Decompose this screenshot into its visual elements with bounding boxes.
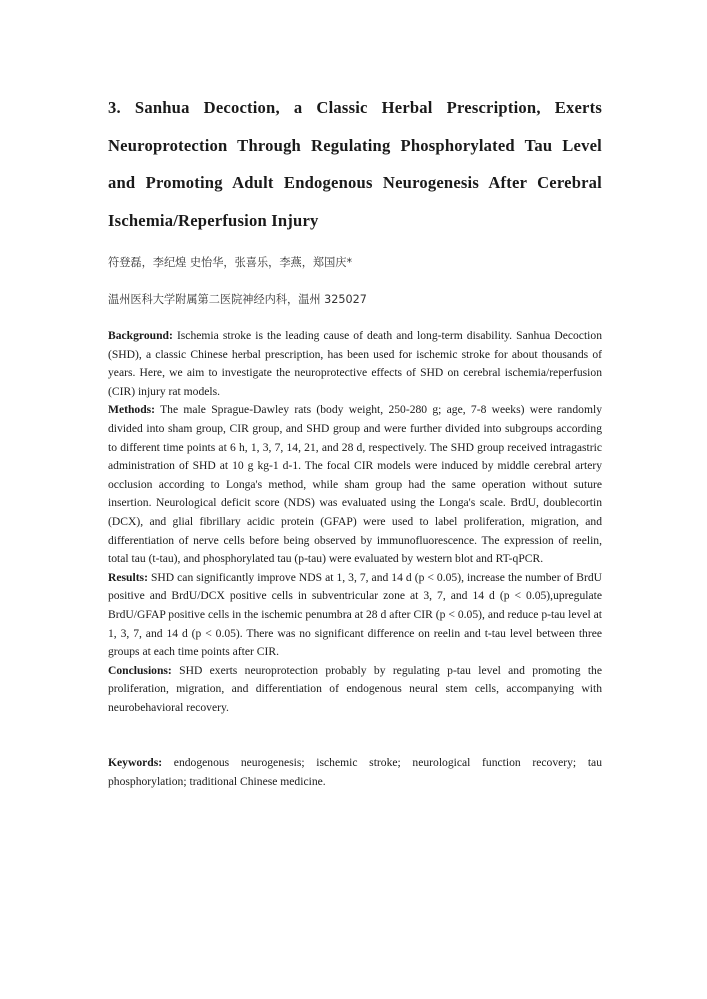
background-label: Background: — [108, 329, 173, 342]
abstract-methods — [108, 401, 602, 568]
results-text: SHD can significantly improve NDS at 1, 3, 7, and 14 d (p < 0.05), increase the number of BrdU positive and BrdU/DCX positive cells in subventricular zone at 3, 7, and 14 d (p < 0.05),upregulate BrdU/GFAP positive cells in the ischemic penumbra at 28 d after CIR (p < 0.05), and reduce p-tau level at 1, 3, 7, and 14 d (p < 0.05). There was no significant difference on reelin and t-tau level between three groups at each time points after CIR. — [108, 570, 602, 659]
conclusions-label: Conclusions: — [108, 663, 172, 677]
abstract-results — [108, 569, 602, 662]
keywords — [108, 754, 602, 791]
methods-label: Methods: — [108, 403, 156, 417]
keywords-text: endogenous neurogenesis; ischemic stroke; neurological function recovery; tau phosphorylation; traditional Chinese medicine. — [108, 756, 602, 788]
abstract-conclusions — [108, 662, 602, 718]
author-list: 符登磊，李纪煌 史怡华，张喜乐，李燕，郑国庆* — [108, 256, 353, 269]
methods-text: The male Sprague-Dawley rats (body weight, 250-280 g; age, 7-8 weeks) were randomly divided into sham group, CIR group, and SHD group and were further divided into subgroups according to different time points at 6 h, 1, 3, 7, 14, 21, and 28 d, respectively. The SHD group received intragastric administration of SHD at 10 g kg-1 d-1. The focal CIR models were induced by middle cerebral artery occlusion according to Longa's method, while sham group had the same operation without suture insertion. Neurological deficit score (NDS) was evaluated using the Longa's scale. BrdU, doublecortin (DCX), and glial fibrillary acidic protein (GFAP) were used to label proliferation, migration, and differentiation of nerve cells before being observed by immunofluorescence. The expression of reelin, total tau (t-tau), and phosphorylated tau (p-tau) were evaluated by western blot and RT-qPCR. — [108, 403, 602, 566]
keywords-label: Keywords: — [108, 756, 163, 769]
affiliation: 温州医科大学附属第二医院神经内科，温州 325027 — [108, 293, 367, 306]
abstract-background — [108, 327, 602, 401]
paper-title: 3. Sanhua Decoction, a Classic Herbal Prescription, Exerts Neuroprotection Through Regulating Phosphorylated Tau Level and Promoting Adult Endogenous Neurogenesis After Cerebral Ischemia/Reperfusion Injury — [108, 98, 602, 230]
abstract — [108, 327, 602, 717]
results-label: Results: — [108, 570, 148, 584]
conclusions-text: SHD exerts neuroprotection probably by regulating p-tau level and promoting the proliferation, migration, and differentiation of endogenous neural stem cells, accompanying with neurobehavioral recovery. — [108, 663, 602, 714]
background-text: Ischemia stroke is the leading cause of death and long-term disability. Sanhua Decoction (SHD), a classic Chinese herbal prescription, has been used for ischemic stroke for about thousands of years. Here, we aim to investigate the neuroprotective effects of SHD on cerebral ischemia/reperfusion (CIR) injury rat models. — [108, 329, 602, 398]
